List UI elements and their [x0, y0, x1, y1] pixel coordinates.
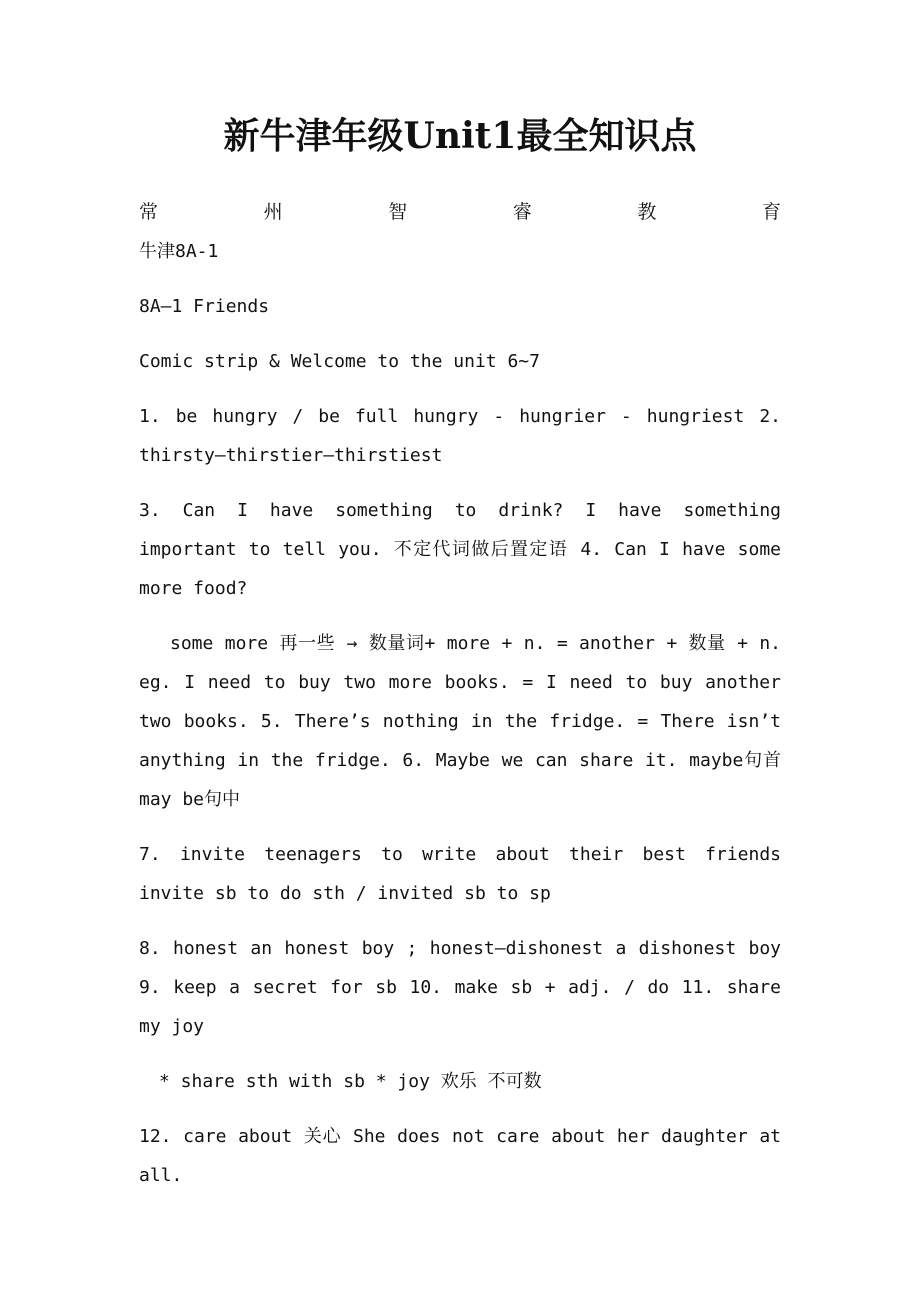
paragraph-item-7: 7. invite teenagers to write about their best friends invite sb to do sth / invited sb to sp: [139, 844, 781, 904]
paragraph-item-8-11: 8. honest an honest boy ; honest—dishonest a dishonest boy 9. keep a secret for sb 10. make sb + adj. / do 11. share my joy: [139, 938, 781, 1037]
header-char: 常: [139, 201, 159, 223]
paragraph-comic-strip: Comic strip & Welcome to the unit 6~7: [139, 351, 540, 372]
document-title: 新牛津年级Unit1最全知识点: [223, 115, 697, 157]
paragraph-unit-title: 8A—1 Friends: [139, 296, 270, 317]
school-header: [139, 193, 781, 232]
header-char: 州: [263, 201, 283, 223]
paragraph-item-1-2: 1. be hungry / be full hungry - hungrier - hungriest 2. thirsty—thirstier—thirstiest: [139, 406, 781, 466]
paragraph-item-some-more: some more 再一些 → 数量词+ more + n. = another + 数量 + n. eg. I need to buy two more books. = I need to buy another two books. 5. There’s nothing in the fridge. = There isn’t anything in the fridge. 6. Maybe we can share it. maybe句首 may be句中: [139, 633, 781, 810]
document-body: [139, 193, 781, 1211]
header-char: 睿: [512, 201, 532, 223]
paragraph-item-3-4: 3. Can I have something to drink? I have something important to tell you. 不定代词做后置定语 4. Can I have some more food?: [139, 500, 781, 599]
header-char: 教: [637, 201, 657, 223]
header-char: 智: [388, 201, 408, 223]
paragraph-share-joy: * share sth with sb * joy 欢乐 不可数: [159, 1071, 542, 1092]
header-char: 育: [761, 201, 781, 223]
paragraph-item-12: 12. care about 关心 She does not care about her daughter at all.: [139, 1126, 781, 1186]
subheader: 牛津8A-1: [139, 241, 219, 262]
